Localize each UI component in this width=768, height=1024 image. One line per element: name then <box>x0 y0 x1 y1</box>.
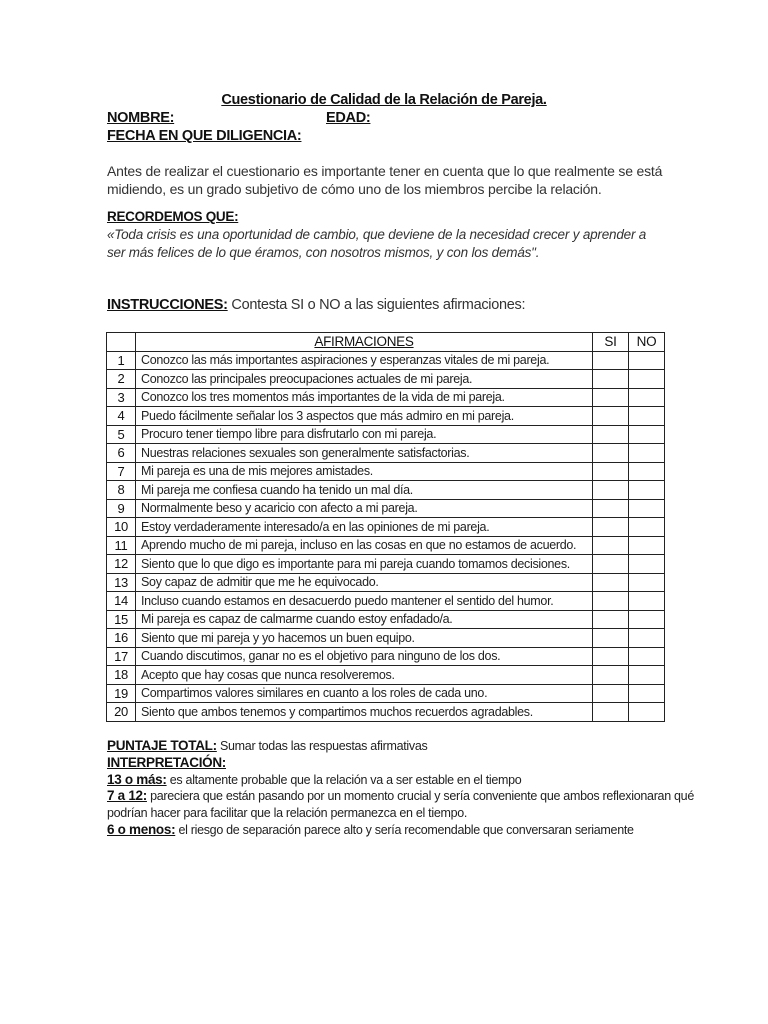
instructions-label: INSTRUCCIONES: <box>107 297 228 313</box>
row-number: 1 <box>107 351 136 370</box>
range-1-line <box>107 772 707 789</box>
table-row <box>107 499 665 518</box>
si-answer-cell[interactable] <box>593 666 629 685</box>
no-answer-cell[interactable] <box>629 703 665 722</box>
no-answer-cell[interactable] <box>629 481 665 500</box>
table-row <box>107 647 665 666</box>
no-answer-cell[interactable] <box>629 407 665 426</box>
range-1-label: 13 o más: <box>107 771 167 787</box>
si-answer-cell[interactable] <box>593 370 629 389</box>
row-statement: Conozco las más importantes aspiraciones y esperanzas vitales de mi pareja. <box>136 351 593 370</box>
table-header-row <box>107 333 665 352</box>
no-answer-cell[interactable] <box>629 444 665 463</box>
row-number: 12 <box>107 555 136 574</box>
row-statement: Siento que lo que digo es importante para mi pareja cuando tomamos decisiones. <box>136 555 593 574</box>
no-answer-cell[interactable] <box>629 666 665 685</box>
puntaje-line <box>107 738 707 755</box>
row-statement: Mi pareja es una de mis mejores amistades. <box>136 462 593 481</box>
header-si: SI <box>593 333 629 352</box>
si-answer-cell[interactable] <box>593 629 629 648</box>
instructions-text: Contesta SI o NO a las siguientes afirmaciones: <box>227 297 526 313</box>
table-row <box>107 610 665 629</box>
table-row <box>107 536 665 555</box>
si-answer-cell[interactable] <box>593 444 629 463</box>
si-answer-cell[interactable] <box>593 610 629 629</box>
row-number: 2 <box>107 370 136 389</box>
row-number: 5 <box>107 425 136 444</box>
row-number: 7 <box>107 462 136 481</box>
no-answer-cell[interactable] <box>629 647 665 666</box>
row-number: 16 <box>107 629 136 648</box>
row-number: 14 <box>107 592 136 611</box>
row-statement: Compartimos valores similares en cuanto a los roles de cada uno. <box>136 684 593 703</box>
si-answer-cell[interactable] <box>593 499 629 518</box>
interpretacion-label: INTERPRETACIÓN: <box>107 754 226 770</box>
table-row <box>107 425 665 444</box>
table-row <box>107 444 665 463</box>
no-answer-cell[interactable] <box>629 629 665 648</box>
table-row <box>107 462 665 481</box>
table-row <box>107 370 665 389</box>
range-3-text: el riesgo de separación parece alto y sería recomendable que conversaran seriamente <box>175 822 634 837</box>
table-row <box>107 481 665 500</box>
range-1-text: es altamente probable que la relación va a ser estable en el tiempo <box>166 772 522 787</box>
row-number: 3 <box>107 388 136 407</box>
table-row <box>107 388 665 407</box>
si-answer-cell[interactable] <box>593 647 629 666</box>
row-number: 20 <box>107 703 136 722</box>
si-answer-cell[interactable] <box>593 536 629 555</box>
row-number: 6 <box>107 444 136 463</box>
no-answer-cell[interactable] <box>629 388 665 407</box>
row-number: 8 <box>107 481 136 500</box>
row-number: 11 <box>107 536 136 555</box>
table-row <box>107 666 665 685</box>
table-row <box>107 351 665 370</box>
recordemos-label: RECORDEMOS QUE: <box>107 209 239 224</box>
puntaje-text: Sumar todas las respuestas afirmativas <box>216 739 428 753</box>
nombre-label: NOMBRE: <box>107 110 175 126</box>
row-statement: Siento que mi pareja y yo hacemos un buen equipo. <box>136 629 593 648</box>
puntaje-label: PUNTAJE TOTAL: <box>107 738 217 753</box>
si-answer-cell[interactable] <box>593 481 629 500</box>
quote-paragraph: «Toda crisis es una oportunidad de cambio, que deviene de la necesidad crecer y aprender a ser más felices de lo que éramos, con nosotros mismos, y con los demás". <box>107 227 647 260</box>
no-answer-cell[interactable] <box>629 610 665 629</box>
intro-paragraph: Antes de realizar el cuestionario es importante tener en cuenta que lo que realmente se está midiendo, es un grado subjetivo de cómo uno de los miembros percibe la relación. <box>107 163 663 197</box>
row-number: 18 <box>107 666 136 685</box>
row-statement: Cuando discutimos, ganar no es el objetivo para ninguno de los dos. <box>136 647 593 666</box>
edad-label: EDAD: <box>326 110 371 126</box>
row-statement: Acepto que hay cosas que nunca resolveremos. <box>136 666 593 685</box>
instructions <box>107 297 525 313</box>
si-answer-cell[interactable] <box>593 407 629 426</box>
header-number-cell <box>107 333 136 352</box>
row-number: 19 <box>107 684 136 703</box>
table-row <box>107 629 665 648</box>
document-title: Cuestionario de Calidad de la Relación de Pareja. <box>221 92 547 108</box>
row-statement: Nuestras relaciones sexuales son generalmente satisfactorias. <box>136 444 593 463</box>
si-answer-cell[interactable] <box>593 388 629 407</box>
table-row <box>107 592 665 611</box>
no-answer-cell[interactable] <box>629 518 665 537</box>
row-number: 15 <box>107 610 136 629</box>
si-answer-cell[interactable] <box>593 703 629 722</box>
no-answer-cell[interactable] <box>629 536 665 555</box>
range-3-line <box>107 822 707 839</box>
si-answer-cell[interactable] <box>593 684 629 703</box>
row-statement: Estoy verdaderamente interesado/a en las opiniones de mi pareja. <box>136 518 593 537</box>
range-3-label: 6 o menos: <box>107 821 176 837</box>
scoring-section <box>107 738 707 839</box>
fecha-label: FECHA EN QUE DILIGENCIA: <box>107 128 302 144</box>
no-answer-cell[interactable] <box>629 370 665 389</box>
range-2-label: 7 a 12: <box>107 788 147 804</box>
row-number: 9 <box>107 499 136 518</box>
row-statement: Soy capaz de admitir que me he equivocado. <box>136 573 593 592</box>
row-number: 10 <box>107 518 136 537</box>
no-answer-cell[interactable] <box>629 499 665 518</box>
interpretacion-line <box>107 755 707 772</box>
si-answer-cell[interactable] <box>593 555 629 574</box>
row-statement: Procuro tener tiempo libre para disfrutarlo con mi pareja. <box>136 425 593 444</box>
row-statement: Mi pareja me confiesa cuando ha tenido un mal día. <box>136 481 593 500</box>
si-answer-cell[interactable] <box>593 592 629 611</box>
table-row <box>107 684 665 703</box>
si-answer-cell[interactable] <box>593 425 629 444</box>
no-answer-cell[interactable] <box>629 684 665 703</box>
table-row <box>107 703 665 722</box>
row-number: 4 <box>107 407 136 426</box>
row-statement: Puedo fácilmente señalar los 3 aspectos que más admiro en mi pareja. <box>136 407 593 426</box>
no-answer-cell[interactable] <box>629 351 665 370</box>
si-answer-cell[interactable] <box>593 351 629 370</box>
header-afirmaciones: AFIRMACIONES <box>136 333 593 352</box>
table-row <box>107 518 665 537</box>
table-row <box>107 407 665 426</box>
range-2-text: pareciera que están pasando por un momento crucial y sería conveniente que ambos reflexionaran qué podrían hacer para facilitar que la relación permanezca en el tiempo. <box>107 789 694 821</box>
row-statement: Mi pareja es capaz de calmarme cuando estoy enfadado/a. <box>136 610 593 629</box>
no-answer-cell[interactable] <box>629 462 665 481</box>
row-statement: Conozco los tres momentos más importantes de la vida de mi pareja. <box>136 388 593 407</box>
row-statement: Incluso cuando estamos en desacuerdo puedo mantener el sentido del humor. <box>136 592 593 611</box>
row-statement: Siento que ambos tenemos y compartimos muchos recuerdos agradables. <box>136 703 593 722</box>
si-answer-cell[interactable] <box>593 573 629 592</box>
table-body <box>107 351 665 721</box>
row-number: 17 <box>107 647 136 666</box>
si-answer-cell[interactable] <box>593 462 629 481</box>
row-statement: Conozco las principales preocupaciones actuales de mi pareja. <box>136 370 593 389</box>
row-number: 13 <box>107 573 136 592</box>
si-answer-cell[interactable] <box>593 518 629 537</box>
header-no: NO <box>629 333 665 352</box>
table-row <box>107 555 665 574</box>
table-row <box>107 573 665 592</box>
no-answer-cell[interactable] <box>629 573 665 592</box>
questionnaire-table <box>106 332 665 722</box>
no-answer-cell[interactable] <box>629 555 665 574</box>
no-answer-cell[interactable] <box>629 425 665 444</box>
range-2-line <box>107 788 707 822</box>
no-answer-cell[interactable] <box>629 592 665 611</box>
row-statement: Normalmente beso y acaricio con afecto a mi pareja. <box>136 499 593 518</box>
row-statement: Aprendo mucho de mi pareja, incluso en las cosas en que no estamos de acuerdo. <box>136 536 593 555</box>
